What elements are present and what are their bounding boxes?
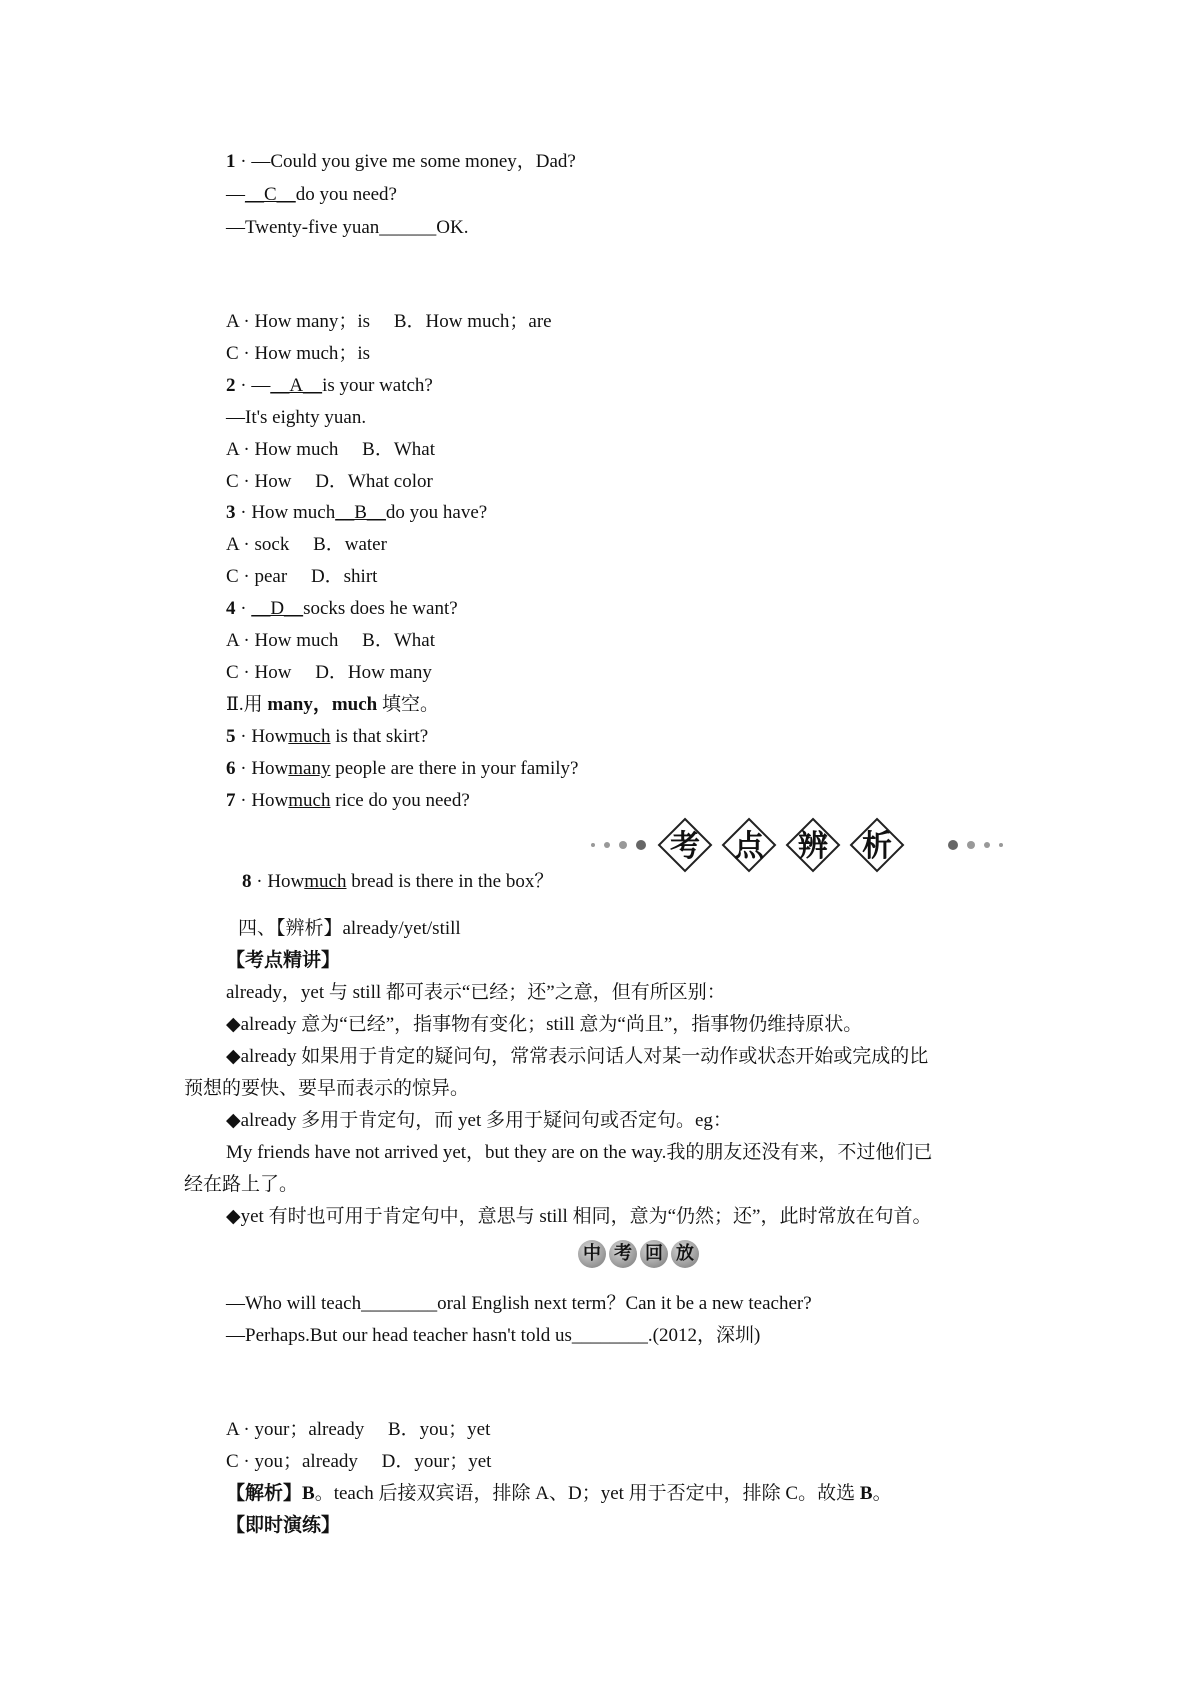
q1-answer-line: —Twenty-five yuan______OK. [226,217,469,238]
q4-line [226,597,458,621]
q1-options-c: C · How much；is [226,343,371,364]
fill-post: people are there in your family? [330,758,579,779]
q2-blank: __A__ [270,375,323,396]
q1-dot: · [240,151,247,172]
drill-heading: 【即时演练】 [226,1515,341,1536]
q1-blank: __C__ [245,184,296,205]
exam-line2: —Perhaps.But our head teacher hasn't told us________.(2012，深圳) [226,1325,761,1346]
analysis-answer: B [302,1483,315,1504]
badge-char: 回 [640,1240,668,1268]
badge-char: 放 [671,1240,699,1268]
banner-char: 考 [670,829,700,864]
q2-number: 2 [226,375,236,396]
q1-text: —Could you give me some money，Dad? [251,151,576,172]
exam-analysis [226,1482,892,1506]
q1-number: 1 [226,151,236,172]
section4-p2: ◆already 意为“已经”，指事物有变化；still 意为“尚且”，指事物仍维持原状。 [226,1014,863,1035]
fill-answer: much [288,726,331,747]
q3-text2: do you have? [385,502,488,523]
analysis-label: 【解析】 [226,1483,303,1504]
q3-text1: · How much [240,502,336,523]
banner-char: 辨 [798,829,828,864]
kaodian-bianxi-banner [585,815,1015,875]
q4-blank: __D__ [251,598,304,619]
q3-blank: __B__ [335,502,386,523]
q3-options-ab: A · sock B．water [226,534,387,555]
q4-text2: socks does he want? [303,598,458,619]
analysis-text: 。teach 后接双宾语，排除 A、D；yet 用于否定中，排除 C。故选 [314,1483,860,1504]
q2-line [226,374,433,398]
section4-p4: ◆already 多用于肯定句，而 yet 多用于疑问句或否定句。eg： [226,1110,732,1131]
analysis-final: B [859,1483,873,1504]
q1-options-ab: A · How many；is B．How much；are [226,311,552,332]
q1-dash: — [226,184,245,205]
section4-p1: already，yet 与 still 都可表示“已经；还”之意，但有所区别： [226,982,726,1003]
fill-item [226,757,578,781]
fill-pre: · How [240,726,289,747]
section4-p3b: 预想的要快、要早而表示的惊异。 [184,1078,470,1099]
q2-text1: · — [240,375,271,396]
fill-answer: much [304,871,347,892]
section2-heading [226,693,439,717]
q1-rest: do you need? [295,184,397,205]
q4-text1: · [240,598,247,619]
section4-title: 四、【辨析】already/yet/still [238,918,461,939]
q2-options-cd: C · How D．What color [226,471,433,492]
q3-number: 3 [226,502,236,523]
zhongkao-huifang-badge [578,1240,699,1270]
section2-label: Ⅱ.用 [226,694,263,715]
q1-reply [226,183,397,207]
analysis-tail: 。 [872,1483,892,1504]
fill-post: rice do you need? [330,790,470,811]
fill-post: bread is there in the box？ [346,871,554,892]
q2-reply: —It's eighty yuan. [226,407,367,428]
q3-options-cd: C · pear D．shirt [226,566,378,587]
section4-p5b: 经在路上了。 [184,1174,299,1195]
q2-options-ab: A · How much B．What [226,439,435,460]
q4-number: 4 [226,598,236,619]
exam-options-cd: C · you；already D．your；yet [226,1451,492,1472]
badge-char: 考 [609,1240,637,1268]
banner-char: 析 [862,829,892,864]
fill-answer: many [288,758,331,779]
fill-number: 5 [226,726,236,747]
exam-options-ab: A · your；already B．you；yet [226,1419,491,1440]
fill-pre: · How [256,871,305,892]
fill-item [226,789,470,813]
section4-subtitle: 【考点精讲】 [226,950,341,971]
section4-p6: ◆yet 有时也可用于肯定句中，意思与 still 相同，意为“仍然；还”，此时常放在句首。 [226,1206,932,1227]
q4-options-ab: A · How much B．What [226,630,435,651]
fill-number: 6 [226,758,236,779]
section4-p3a: ◆already 如果用于肯定的疑问句，常常表示问话人对某一动作或状态开始或完成的比 [226,1046,929,1067]
q2-text2: is your watch? [322,375,433,396]
fill-item [226,725,428,749]
section2-tail: 填空。 [381,694,439,715]
exam-line1: —Who will teach________oral English next term？Can it be a new teacher? [226,1293,812,1314]
q4-options-cd: C · How D．How many [226,662,432,683]
fill-number: 7 [226,790,236,811]
q1-line [226,150,576,174]
section2-keywords: many，much [267,694,378,715]
fill-pre: · How [240,790,289,811]
section4-p5a: My friends have not arrived yet，but they are on the way.我的朋友还没有来，不过他们已 [226,1142,933,1163]
fill-item [242,870,553,894]
fill-answer: much [288,790,331,811]
fill-post: is that skirt? [330,726,429,747]
badge-char: 中 [578,1240,606,1268]
fill-pre: · How [240,758,289,779]
banner-char: 点 [734,829,764,864]
fill-number: 8 [242,871,252,892]
q3-line [226,501,487,525]
